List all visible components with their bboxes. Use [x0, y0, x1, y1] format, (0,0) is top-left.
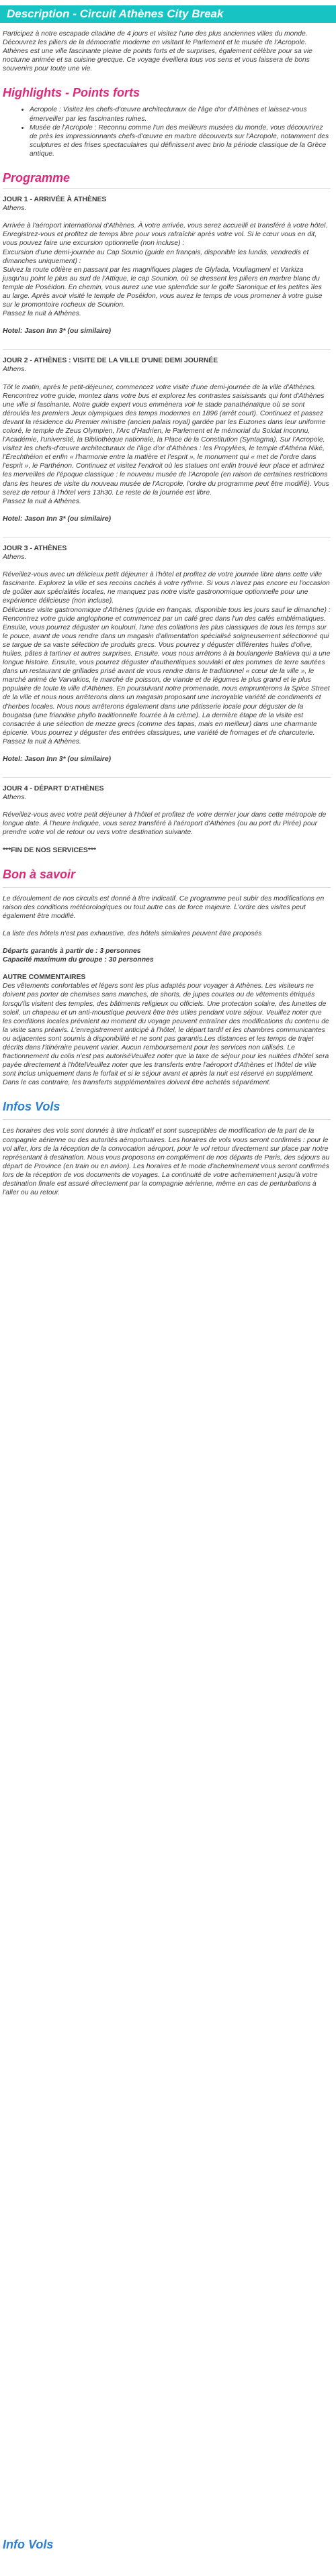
highlight-item: • Acropole : Visitez les chefs-d'œuvre architecturaux de l'âge d'or d'Athènes et laissez-vous émerveiller par les fascinantes ruines.: [30, 105, 331, 123]
hotel-line: Hotel: Jason Inn 3* (ou similaire): [3, 327, 112, 336]
day-place: Athens.: [3, 794, 27, 802]
day-paragraph: Réveillez-vous avec un délicieux petit déjeuner à l'hôtel et profitez de votre journée libre dans cette ville fascinante. Explorez la ville et ses recoins cachés à votre rythme. Si vous n'avez pas encore eu l'occasion de goûter aux spécialités locales, ne manquez pas notre visite gastronomique optionnelle pour une expérience délicieuse (non incluse).: [3, 571, 330, 605]
content: [0, 25, 336, 1197]
programme-title: Programme: [3, 171, 71, 185]
day-paragraph: Arrivée à l'aéroport international d'Athènes. À votre arrivée, vous serez accueilli et transféré à votre hôtel. Enregistrez-vous et profitez de temps libre pour vous rafraîchir après votre vol. Si le cœur vous en dit, vous pouvez faire une excursion optionnelle (non incluse) :: [3, 222, 328, 248]
day-paragraph: Passez la nuit à Athènes.: [3, 497, 81, 505]
day-paragraph: Suivez la route côtière en passant par les magnifiques plages de Glyfada, Vouliagmeni et Varkiza jusqu'au point le plus au sud de l'Attique, le cap Sounion, où se dressent les piliers en marbre blanc du temple de Poséidon. En chemin, vous aurez une vue splendide sur le golfe Saronique et les petites îles au large. Après avoir visité le temple de Poséidon, vous aurez le temps de vous promener à votre guise sur le promontoire rocheux de Sounion.: [3, 266, 323, 309]
divider: [3, 1119, 331, 1120]
highlights-title: Highlights - Points forts: [3, 86, 140, 100]
day-1: [3, 195, 331, 336]
intro-text: Participez à notre escapade citadine de 4 jours et visitez l'une des plus anciennes villes du monde. Découvrez les piliers de la démocratie moderne en visitant le Parlement et le musée de l'Acropole. Athènes est une ville fascinante pleine de points forts et de surprises, également célèbre pour sa vie nocturne animée et sa cuisine grecque. Ce voyage éveillera tous vos sens et vous laissera de bons souvenirs pour toute une vie.: [3, 30, 312, 73]
day-title: JOUR 1 - ARRIVÉE À ATHÈNES: [3, 196, 107, 204]
autres-commentaires-text: Des vêtements confortables et légers sont les plus adaptés pour voyager à Athènes. Les visiteurs ne doivent pas porter de chemises sans manches, de shorts, de jupes courtes ou de vêtements étriqués lorsqu'ils visitent des temples, des bâtiments religieux ou officiels. Une protection solaire, des lunettes de soleil, un chapeau et un anti-moustique peuvent être très utiles pendant votre séjour. Veuillez noter que les conditions locales prévalent au moment du voyage peuvent entraîner des modifications du contenu de la visite sans préavis. L'enregistrement anticipé à l'hôtel, le départ tardif et les chambres communicantes ou adjacentes sont soumis à disponibilité et ne sont pas garantis.Les distances et les temps de trajet décrits dans l'itinéraire peuvent varier. Aucun remboursement pour les services non utilisés. Le fractionnement du colis n'est pas autoriséVeuillez noter que la taxe de séjour pour les nuitées d'hôtel sera payée directement à l'hôtelVeuillez noter que les transferts entre l'aéroport d'Athènes et l'hôtel de ville sont inclus uniquement dans le forfait et si le séjour avant et après la nuit est réservé en supplément. Dans le cas contraire, les transferts supplémentaires doivent être achetés séparément.: [3, 982, 329, 1087]
day-paragraph: Excursion d'une demi-journée au Cap Sounio (guide en français, disponible les lundis, vendredis et dimanches uniquement) :: [3, 248, 309, 265]
hotel-line: Hotel: Jason Inn 3* (ou similaire): [3, 515, 112, 523]
day-paragraph: Passez la nuit à Athènes.: [3, 310, 81, 318]
highlights-list: [3, 105, 331, 158]
day-paragraph: Réveillez-vous avec votre petit déjeuner à l'hôtel et profitez de votre dernier jour dans cette métropole de longue date. À l'heure indiquée, vous serez transféré à l'aéroport d'Athènes (ou au port du Pirée) pour prendre votre vol de retour ou vers votre destination suivante.: [3, 811, 327, 837]
divider: [3, 349, 331, 350]
divider: [3, 188, 331, 189]
infos-vols-footer-title: Info Vols: [3, 2538, 54, 2551]
departs-garantis: Départs garantis à partir de : 3 personnes: [3, 947, 141, 956]
autres-commentaires-title: AUTRE COMMENTAIRES: [3, 974, 86, 982]
bon-paragraph: Le déroulement de nos circuits est donné à titre indicatif. Ce programme peut subir des modifications en raison des conditions météorologiques ou tout autre cas de force majeure. L'ordre des visites peut également être modifié.: [3, 894, 325, 920]
highlight-item: • Musée de l'Acropole : Reconnu comme l'un des meilleurs musées du monde, vous découvrirez de près les impressionnants chefs-d'œuvre en marbre découverts sur l'Acropole, notamment des sculptures et des frises spectaculaires qui définissent avec brio la période classique de la Grèce antique.: [30, 123, 331, 158]
day-4: [3, 784, 331, 855]
page: [0, 0, 336, 1197]
infos-vols-title: Infos Vols: [3, 1100, 60, 1114]
day-paragraph: Tôt le matin, après le petit-déjeuner, commencez votre visite d'une demi-journée de la ville d'Athènes. Rencontrez votre guide, montez dans votre bus et explorez les contrastes saisissants qui font d'Athènes une ville si fascinante. Notre guide expert vous emmènera voir le stade panathénaïque où se sont déroulés les premiers Jeux olympiques des temps modernes en 1896 (arrêt court). Continuez et passez devant la résidence du Premier ministre (ancien palais royal) gardée par les Euzones dans leur uniforme coloré, le temple de Zeus Olympien, l'Arc d'Hadrien, le Parlement et le mémorial du Soldat inconnu, l'Académie, l'université, la Bibliothèque nationale, la Place de la Constitution (Syntagma). Sur l'Acropole, visitez les chefs-d'œuvre architecturaux de l'âge d'or d'Athènes : les Propylées, le temple d'Athéna Niké, l'Érechthéion et enfin « l'harmonie entre la matière et l'esprit », le monument qui « met de l'ordre dans l'esprit », le Parthénon. Continuez et visitez l'endroit où les statues ont enfin trouvé leur place et admirez les merveilles de l'époque classique : le nouveau musée de l'Acropole (en raison de certaines restrictions dans les heures de visite du nouveau musée de l'Acropole, l'ordre du programme peut être modifié). Vous serez de retour à l'hôtel vers 13h30. Le reste de la journée est libre.: [3, 383, 329, 497]
day-paragraph: Délicieuse visite gastronomique d'Athènes (guide en français, disponible tous les jours sauf le dimanche) :: [3, 606, 331, 614]
day-title: JOUR 4 - DÉPART D'ATHÈNES: [3, 785, 104, 793]
infos-vols-text: Les horaires des vols sont donnés à titre indicatif et sont susceptibles de modification de la part de la compagnie aérienne ou des autorités aéroportuaires. Les horaires de vols vous seront confirmés : pour le vol aller, lors de la réception de la convocation aéroport, pour le vol retour directement sur place par notre représentant à destination. Nous vous proposons en complément de nos départs de Paris, des séjours au départ de Province (en train ou en avion). Les horaires et le mode d'acheminement vous seront confirmés lors de la réception de vos documents de voyages. La continuité de votre acheminement jusqu'à votre destination finale est assuré directement par la compagnie aérienne, même en cas de perturbations à l'aller ou au retour.: [3, 1127, 330, 1197]
day-place: Athens.: [3, 366, 27, 374]
day-title: JOUR 3 - ATHÈNES: [3, 544, 67, 552]
divider: [3, 777, 331, 778]
hotel-line: Hotel: Jason Inn 3* (ou similaire): [3, 756, 112, 763]
day-title: JOUR 2 - ATHÈNES : VISITE DE LA VILLE D'UNE DEMI JOURNÉE: [3, 357, 218, 365]
day-place: Athens.: [3, 554, 27, 562]
day-paragraph: Rencontrez votre guide anglophone et commencez par un café grec dans l'un des cafés emblématiques. Ensuite, vous pourrez déguster un koulouri, l'une des collations les plus classiques de tous les temps sur le pouce, avant de vous rendre dans un magasin d'alimentation spécialisé soigneusement sélectionné qui se targue de sa vaste sélection de produits grecs. Vous pourrez y déguster différentes huiles d'olive, huiles, pâtes à tartiner et autres surprises. Ensuite, vous nous arrêtons à la boulangerie Bakleva qui a une longue histoire. Ensuite, vous pourrez déguster d'authentiques souvlaki et des pommes de terre sautées dans un restaurant de grillades prisé avant de vous rendre dans le traditionnel « cœur de la ville », le marché animé de Varvakios, le marché de poisson, de viande et de légumes le plus grand et le plus populaire de toute la ville d'Athènes. En poursuivant notre promenade, nous emprunterons la Spice Street de la ville et nous nous arrêterons dans un magasin proposant une incroyable variété de condiments et d'herbes locales. Nous nous arrêterons également dans une pâtisserie locale pour déguster de la bougatsa (une friandise phyllo traditionnelle fourrée à la crème). La dernière étape de la visite est consacrée à une sélection de mezze grecs (comme des tapas, mais en meilleur) dans une charmante épicerie. Vous pourrez y déguster des entrées classiques, une variété de fromages et de charcuterie.: [3, 615, 331, 737]
description-banner: Description - Circuit Athènes City Break: [0, 5, 336, 23]
day-paragraph: Passez la nuit à Athènes.: [3, 737, 81, 745]
end-of-services: ***FIN DE NOS SERVICES***: [3, 846, 96, 854]
divider: [3, 887, 331, 888]
day-3: [3, 544, 331, 764]
capacite-maximum: Capacité maximum du groupe : 30 personnes: [3, 956, 154, 964]
bon-paragraph: La liste des hôtels n'est pas exhaustive, des hôtels similaires peuvent être proposés: [3, 929, 262, 937]
day-place: Athens.: [3, 205, 27, 213]
bon-a-savoir-title: Bon à savoir: [3, 867, 76, 881]
day-2: [3, 356, 331, 523]
